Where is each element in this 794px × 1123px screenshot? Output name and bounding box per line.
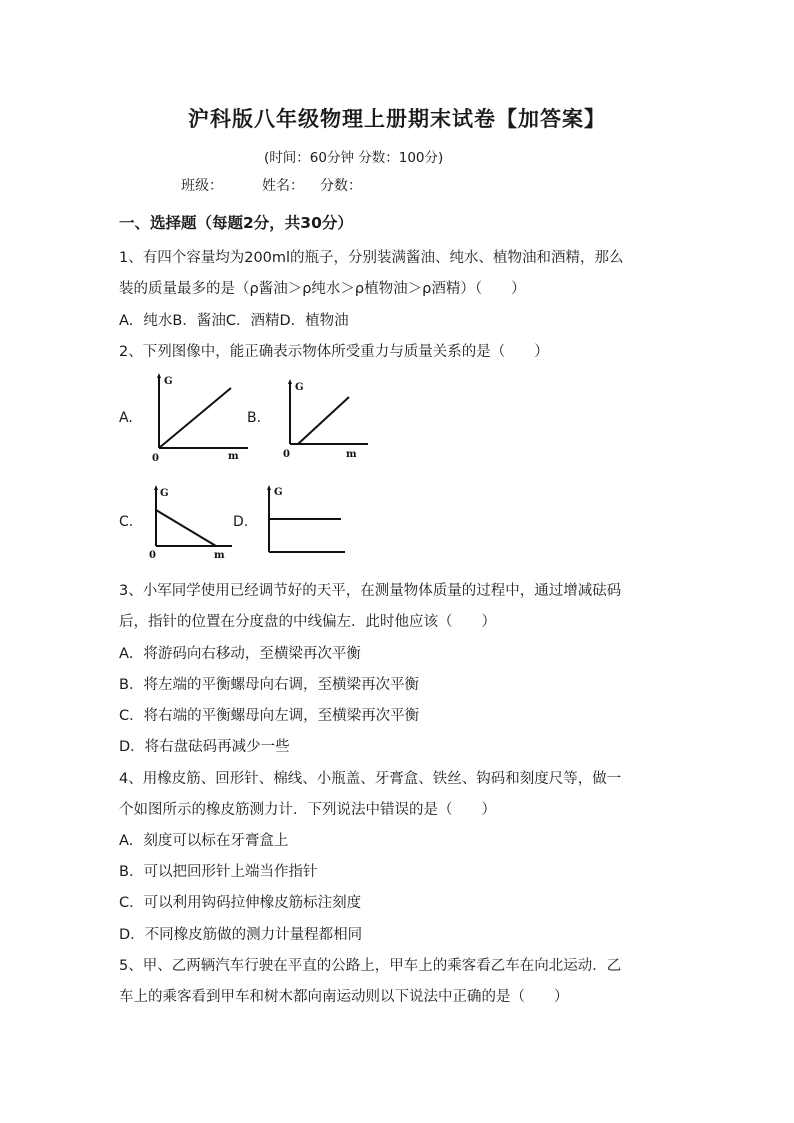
graph-b <box>270 372 370 464</box>
question-3-option-d: D．将右盘砝码再减少一些 <box>119 739 290 755</box>
option-c-label: C. <box>119 514 134 530</box>
option-d-label: D. <box>233 514 249 530</box>
page-title: 沪科版八年级物理上册期末试卷【加答案】 <box>188 106 606 131</box>
question-3-option-b: B．将左端的平衡螺母向右调，至横梁再次平衡 <box>119 677 419 693</box>
question-4-option-d: D．不同橡皮筋做的测力计量程都相同 <box>119 927 363 943</box>
graph-c <box>140 480 240 564</box>
question-3-stem-line-1: 3、小军同学使用已经调节好的天平，在测量物体质量的过程中，通过增减砝码 <box>119 583 622 599</box>
question-1-stem-line-1: 1、有四个容量均为200ml的瓶子，分别装满酱油、纯水、植物油和酒精，那么 <box>119 250 624 266</box>
question-4-stem-line-2: 个如图所示的橡皮筋测力计．下列说法中错误的是（ ） <box>119 802 496 818</box>
name-label: 姓名： <box>262 178 304 194</box>
graph-c-x-label: m <box>214 550 225 561</box>
question-3-option-c: C．将右端的平衡螺母向左调，至横梁再次平衡 <box>119 708 420 724</box>
graph-c-y-label: G <box>160 488 169 499</box>
question-4-option-a: A．刻度可以标在牙膏盒上 <box>119 833 289 849</box>
graph-d-y-label: G <box>274 487 283 498</box>
graph-b-y-label: G <box>295 382 304 393</box>
section-heading: 一、选择题（每题2分，共30分） <box>119 214 353 232</box>
question-1-stem-line-2: 装的质量最多的是（ρ酱油＞ρ纯水＞ρ植物油＞ρ酒精）（ ） <box>119 281 526 297</box>
question-2-stem: 2、下列图像中，能正确表示物体所受重力与质量关系的是（ ） <box>119 344 549 360</box>
graph-d <box>255 480 355 564</box>
graph-b-x-label: m <box>346 449 357 460</box>
graph-a-x-label: m <box>228 451 239 462</box>
exam-time-score: (时间：60分钟 分数：100分) <box>264 150 444 166</box>
graph-a-origin: 0 <box>152 453 159 464</box>
question-3-option-a: A．将游码向右移动，至横梁再次平衡 <box>119 646 361 662</box>
graph-a <box>140 372 250 464</box>
option-b-label: B. <box>247 410 262 426</box>
question-5-stem-line-1: 5、甲、乙两辆汽车行驶在平直的公路上，甲车上的乘客看乙车在向北运动．乙 <box>119 958 622 974</box>
graph-c-origin: 0 <box>149 550 156 561</box>
score-label: 分数： <box>320 178 362 194</box>
question-3-stem-line-2: 后，指针的位置在分度盘的中线偏左．此时他应该（ ） <box>119 614 496 630</box>
question-4-option-c: C．可以利用钩码拉伸橡皮筋标注刻度 <box>119 895 362 911</box>
option-a-label: A. <box>119 410 133 426</box>
graph-b-origin: 0 <box>283 449 290 460</box>
question-5-stem-line-2: 车上的乘客看到甲车和树木都向南运动则以下说法中正确的是（ ） <box>119 989 569 1005</box>
graph-a-y-label: G <box>164 376 173 387</box>
class-label: 班级： <box>181 178 223 194</box>
question-1-options: A．纯水B．酱油C．酒精D．植物油 <box>119 313 349 329</box>
question-4-stem-line-1: 4、用橡皮筋、回形针、棉线、小瓶盖、牙膏盒、铁丝、钩码和刻度尺等，做一 <box>119 771 622 787</box>
question-4-option-b: B．可以把回形针上端当作指针 <box>119 864 318 880</box>
